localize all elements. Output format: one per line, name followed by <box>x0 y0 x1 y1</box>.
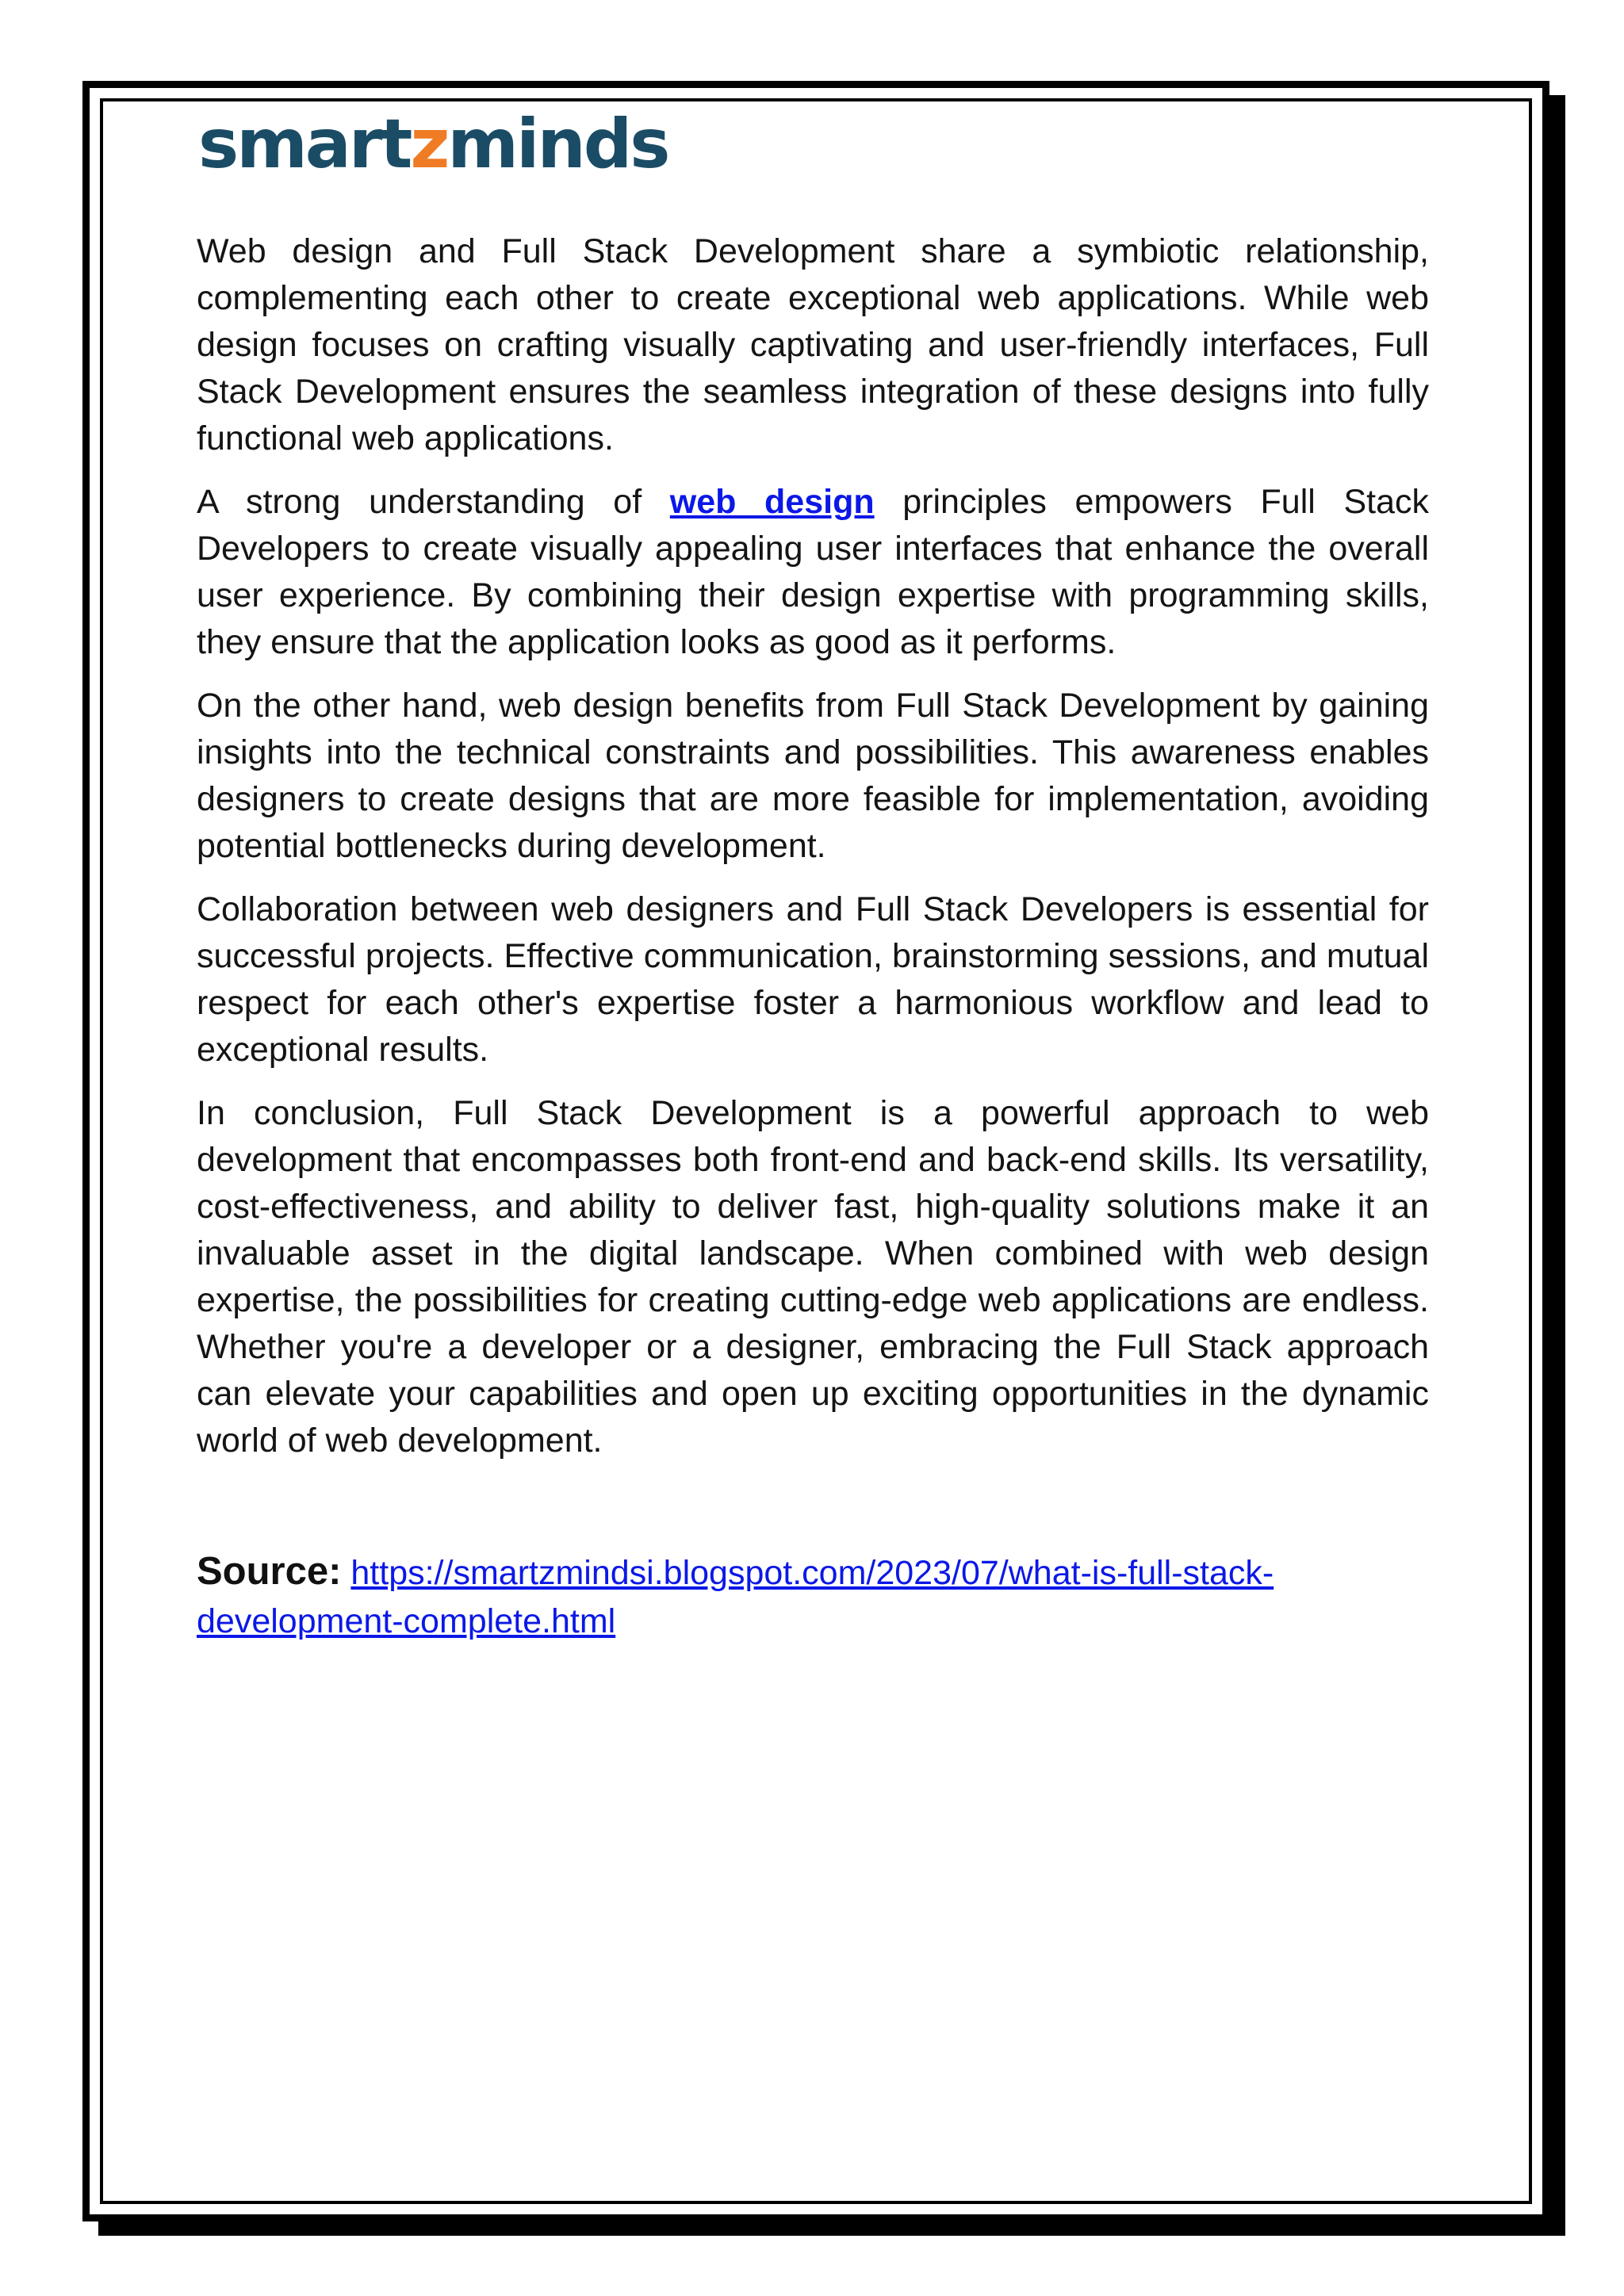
paragraph-other-hand: On the other hand, web design benefits from Full Stack Development by gaining insights into the technical constraints and possibilities. This awareness enables designers to create designs that are more feasible for implementation, avoiding potential bottlenecks during development. <box>197 687 1429 865</box>
paragraph-web-design <box>197 479 1429 666</box>
source-link[interactable] <box>197 1554 1274 1640</box>
paragraph-web-design-after: principles empowers Full Stack Developers to create visually appealing user interfaces that enhance the overall user experience. By combining their design expertise with programming skills, they ensure that the application looks as good as it performs. <box>197 483 1429 661</box>
logo-text-accent: z <box>410 105 448 184</box>
logo-text-smart: smart <box>198 105 411 184</box>
source-label: Source: <box>197 1550 342 1593</box>
paragraph-web-design-before: A strong understanding of <box>197 483 670 521</box>
paragraph-conclusion: In conclusion, Full Stack Development is a powerful approach to web development that encompasses both front-end and back-end skills. Its versatility, cost-effectiveness, and ability to deliver fast, high-quality solutions make it an invaluable asset in the digital landscape. When combined with web design expertise, the possibilities for creating cutting-edge web applications are endless. Whether you're a developer or a designer, embracing the Full Stack approach can elevate your capabilities and open up exciting opportunities in the dynamic world of web development. <box>197 1094 1429 1460</box>
source-link-line1: https://smartzmindsi.blogspot.com/2023/07/what-is-full-stack- <box>350 1554 1274 1592</box>
smartzminds-logo <box>198 105 668 184</box>
source-citation <box>197 1548 1429 1646</box>
paragraph-collaboration: Collaboration between web designers and Full Stack Developers is essential for successful projects. Effective communication, brainstorming sessions, and mutual respect for each other's expertise foster a harmonious workflow and lead to exceptional results. <box>197 890 1429 1069</box>
document-body <box>197 228 1429 1646</box>
web-design-link[interactable]: web design <box>669 483 875 521</box>
source-link-line2: development-complete.html <box>197 1602 616 1640</box>
paragraph-intro: Web design and Full Stack Development share a symbiotic relationship, complementing each other to create exceptional web applications. While web design focuses on crafting visually captivating and user-friendly interfaces, Full Stack Development ensures the seamless integration of these designs into fully functional web applications. <box>197 232 1429 457</box>
logo-text-minds: minds <box>447 105 668 184</box>
